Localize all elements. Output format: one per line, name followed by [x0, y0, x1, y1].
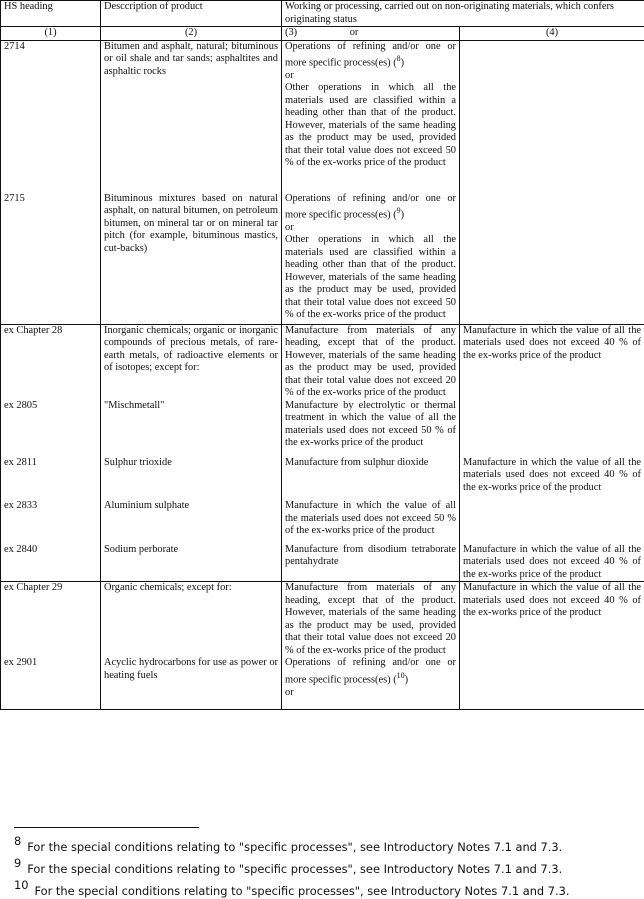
hs-code: 2715: [1, 193, 101, 325]
rule-text-alt: Manufacture in which the value of all the materials used does not exceed 40 % of the ex-works price of the product: [463, 456, 641, 493]
table-row: [1, 40, 644, 193]
rule-text-a-end: ): [400, 57, 405, 69]
rule-col3: [282, 582, 460, 658]
rule-col4: [460, 657, 644, 709]
rule-col3: [282, 40, 460, 193]
rule-text: Manufacture in which the value of all the materials used does not exceed 50 % of the ex-works price of the product: [285, 500, 456, 537]
rule-text-alt: Manufacture in which the value of all the materials used does not exceed 40 % of the ex-works price of the product: [463, 543, 641, 580]
rule-text-alt: Manufacture in which the value of all the materials used does not exceed 40 % of the ex-works price of the product: [463, 324, 641, 361]
footnote: [14, 834, 562, 854]
header-num-4: (4): [460, 27, 644, 41]
product-description: Aluminium sulphate: [101, 494, 282, 538]
rule-col3: [282, 400, 460, 450]
description-text: Bituminous mixtures based on natural asphalt, on natural bitumen, on petroleum bitumen, on mineral tar or on mineral tar pitch (for example, bituminous mastics, cut-backs): [104, 192, 278, 254]
rule-col3: [282, 538, 460, 582]
product-description: Organic chemicals; except for:: [101, 582, 282, 658]
rule-text: [285, 41, 456, 70]
rule-or: or: [285, 69, 294, 81]
table-row: [1, 494, 644, 538]
rule-col4: [460, 193, 644, 325]
header-or: or: [349, 27, 359, 38]
rule-col4: [460, 324, 644, 400]
rule-col3: Manufacture from sulphur dioxide: [282, 450, 460, 495]
footnote-number: 10: [14, 878, 29, 892]
rule-text: Manufacture from materials of any heading, except that of the product. However, materials of the same heading as the product may be used, provided that their total value does not exceed 20 % of the ex-works price of the product: [285, 324, 456, 399]
rule-col3: [282, 657, 460, 709]
footnote-divider: [14, 827, 199, 828]
footnote-ref: 9: [396, 206, 401, 215]
table-row: [1, 324, 644, 400]
rule-or: or: [285, 686, 294, 698]
header-hs-heading: HS heading: [1, 1, 101, 27]
rule-text: Manufacture from materials of any heading, except that of the product. However, materials of the same heading as the product may be used, provided that their total value does not exceed 20 % of the ex-works price of the product: [285, 582, 456, 656]
header-description: Desccription of product: [101, 1, 282, 27]
table-row: [1, 582, 644, 658]
table-row: [1, 538, 644, 582]
footnote-text: For the special conditions relating to "specific processes", see Introductory Notes 7.1 and 7.3.: [34, 884, 570, 898]
hs-code: ex 2805: [1, 400, 101, 450]
description-text: Bitumen and asphalt, natural; bituminous or oil shale and tar sands; asphaltites and asphaltic rocks: [104, 40, 278, 77]
rule-col4: [460, 450, 644, 495]
product-description: Sulphur trioxide: [101, 450, 282, 495]
rule-text: [285, 657, 456, 686]
rule-col3: [282, 193, 460, 325]
product-description: "Mischmetall": [101, 400, 282, 450]
footnote-text: For the special conditions relating to "specific processes", see Introductory Notes 7.1 and 7.3.: [27, 862, 563, 876]
product-description: Sodium perborate: [101, 538, 282, 582]
header-num-3: (3): [285, 27, 298, 38]
rule-text-a-end: ): [404, 674, 409, 686]
hs-code: ex 2840: [1, 538, 101, 582]
hs-code: ex Chapter 28: [1, 324, 101, 400]
rule-or: or: [285, 221, 294, 233]
table-row: [1, 450, 644, 495]
rule-text-a: Operations of refining and/or one or more specific process(es) (: [285, 40, 456, 69]
table-number-row: [1, 27, 644, 41]
footnote-ref: 10: [396, 670, 405, 680]
rule-text-a: Operations of refining and/or one or more specific process(es) (: [285, 657, 456, 686]
table-row: [1, 657, 644, 709]
description-text: Inorganic chemicals; organic or inorganic compounds of precious metals, of rare-earth metals, of radioactive elements or of isotopes; except for:: [104, 324, 278, 374]
hs-code: 2714: [1, 40, 101, 193]
header-num-1: (1): [1, 27, 101, 41]
rule-col4: [460, 400, 644, 450]
table-row: [1, 193, 644, 325]
product-description: [101, 324, 282, 400]
description-text: Acyclic hydrocarbons for use as power or heating fuels: [104, 657, 278, 681]
header-num-2: (2): [101, 27, 282, 41]
table-row: [1, 400, 644, 450]
rule-col4: [460, 538, 644, 582]
rule-text-b: Other operations in which all the materials used are classified within a heading other than that of the product. However, materials of the same heading as the product may be used, provided that their total value does not exceed 50 % of the ex-works price of the product: [285, 234, 456, 321]
rule-text: Manufacture by electrolytic or thermal treatment in which the value of all the materials used does not exceed 50 % of the ex-works price of the product: [285, 399, 456, 449]
table-header-row: [1, 1, 644, 27]
rule-text: [285, 193, 456, 222]
product-description: [101, 657, 282, 709]
rule-col4: [460, 494, 644, 538]
hs-code: ex 2811: [1, 450, 101, 495]
rule-col4: [460, 40, 644, 193]
rule-text: Manufacture from disodium tetraborate pentahydrate: [285, 543, 456, 568]
footnote-ref: 8: [396, 54, 401, 63]
product-description: [101, 40, 282, 193]
rule-text-a: Operations of refining and/or one or more specific process(es) (: [285, 192, 456, 221]
hs-code: ex 2901: [1, 657, 101, 709]
hs-code: ex Chapter 29: [1, 582, 101, 658]
hs-code: ex 2833: [1, 494, 101, 538]
rule-text-a-end: ): [400, 209, 405, 221]
header-num-3-cell: [282, 27, 460, 41]
header-working-processing: Working or processing, carried out on non-originating materials, which confers originating status: [282, 1, 644, 27]
footnote-number: 8: [14, 834, 22, 848]
rule-col3: [282, 494, 460, 538]
rule-col4: [460, 582, 644, 658]
footnote: [14, 878, 570, 898]
footnote-text: For the special conditions relating to "specific processes", see Introductory Notes 7.1 and 7.3.: [27, 840, 563, 854]
rule-col3: [282, 324, 460, 400]
footnote-number: 9: [14, 856, 22, 870]
rule-text-b: Other operations in which all the materials used are classified within a heading other than that of the product. However, materials of the same heading as the product may be used, provided that their total value does not exceed 50 % of the ex-works price of the product: [285, 82, 456, 169]
rule-text-alt: Manufacture in which the value of all the materials used does not exceed 40 % of the ex-works price of the product: [463, 582, 641, 619]
footnote: [14, 856, 562, 876]
product-description: [101, 193, 282, 325]
